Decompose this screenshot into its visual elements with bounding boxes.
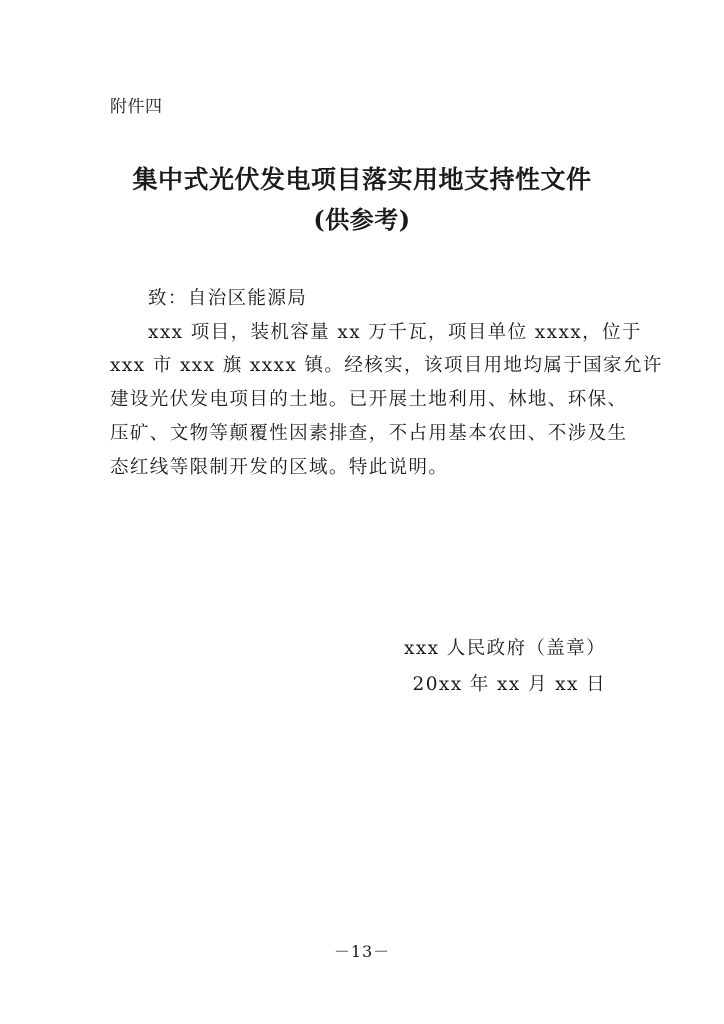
addressee-line: 致：自治区能源局 (148, 288, 308, 309)
body-paragraph-line: 压矿、文物等颠覆性因素排查，不占用基本农田、不涉及生 (110, 423, 628, 444)
signature-organization: xxx 人民政府（盖章） (404, 638, 606, 659)
document-subtitle: (供参考) (313, 205, 411, 234)
signature-date: 20xx 年 xx 月 xx 日 (412, 674, 606, 695)
attachment-label: 附件四 (110, 97, 163, 117)
body-paragraph-line: 建设光伏发电项目的土地。已开展土地利用、林地、环保、 (110, 389, 628, 410)
body-paragraph-line: xxx 市 xxx 旗 xxxx 镇。经核实，该项目用地均属于国家允许 (110, 355, 663, 376)
document-title: 集中式光伏发电项目落实用地支持性文件 (132, 165, 592, 194)
page-number: －13－ (333, 942, 391, 961)
body-paragraph-line: xxx 项目，装机容量 xx 万千瓦，项目单位 xxxx，位于 (148, 322, 642, 343)
body-paragraph-line: 态红线等限制开发的区域。特此说明。 (110, 457, 449, 478)
